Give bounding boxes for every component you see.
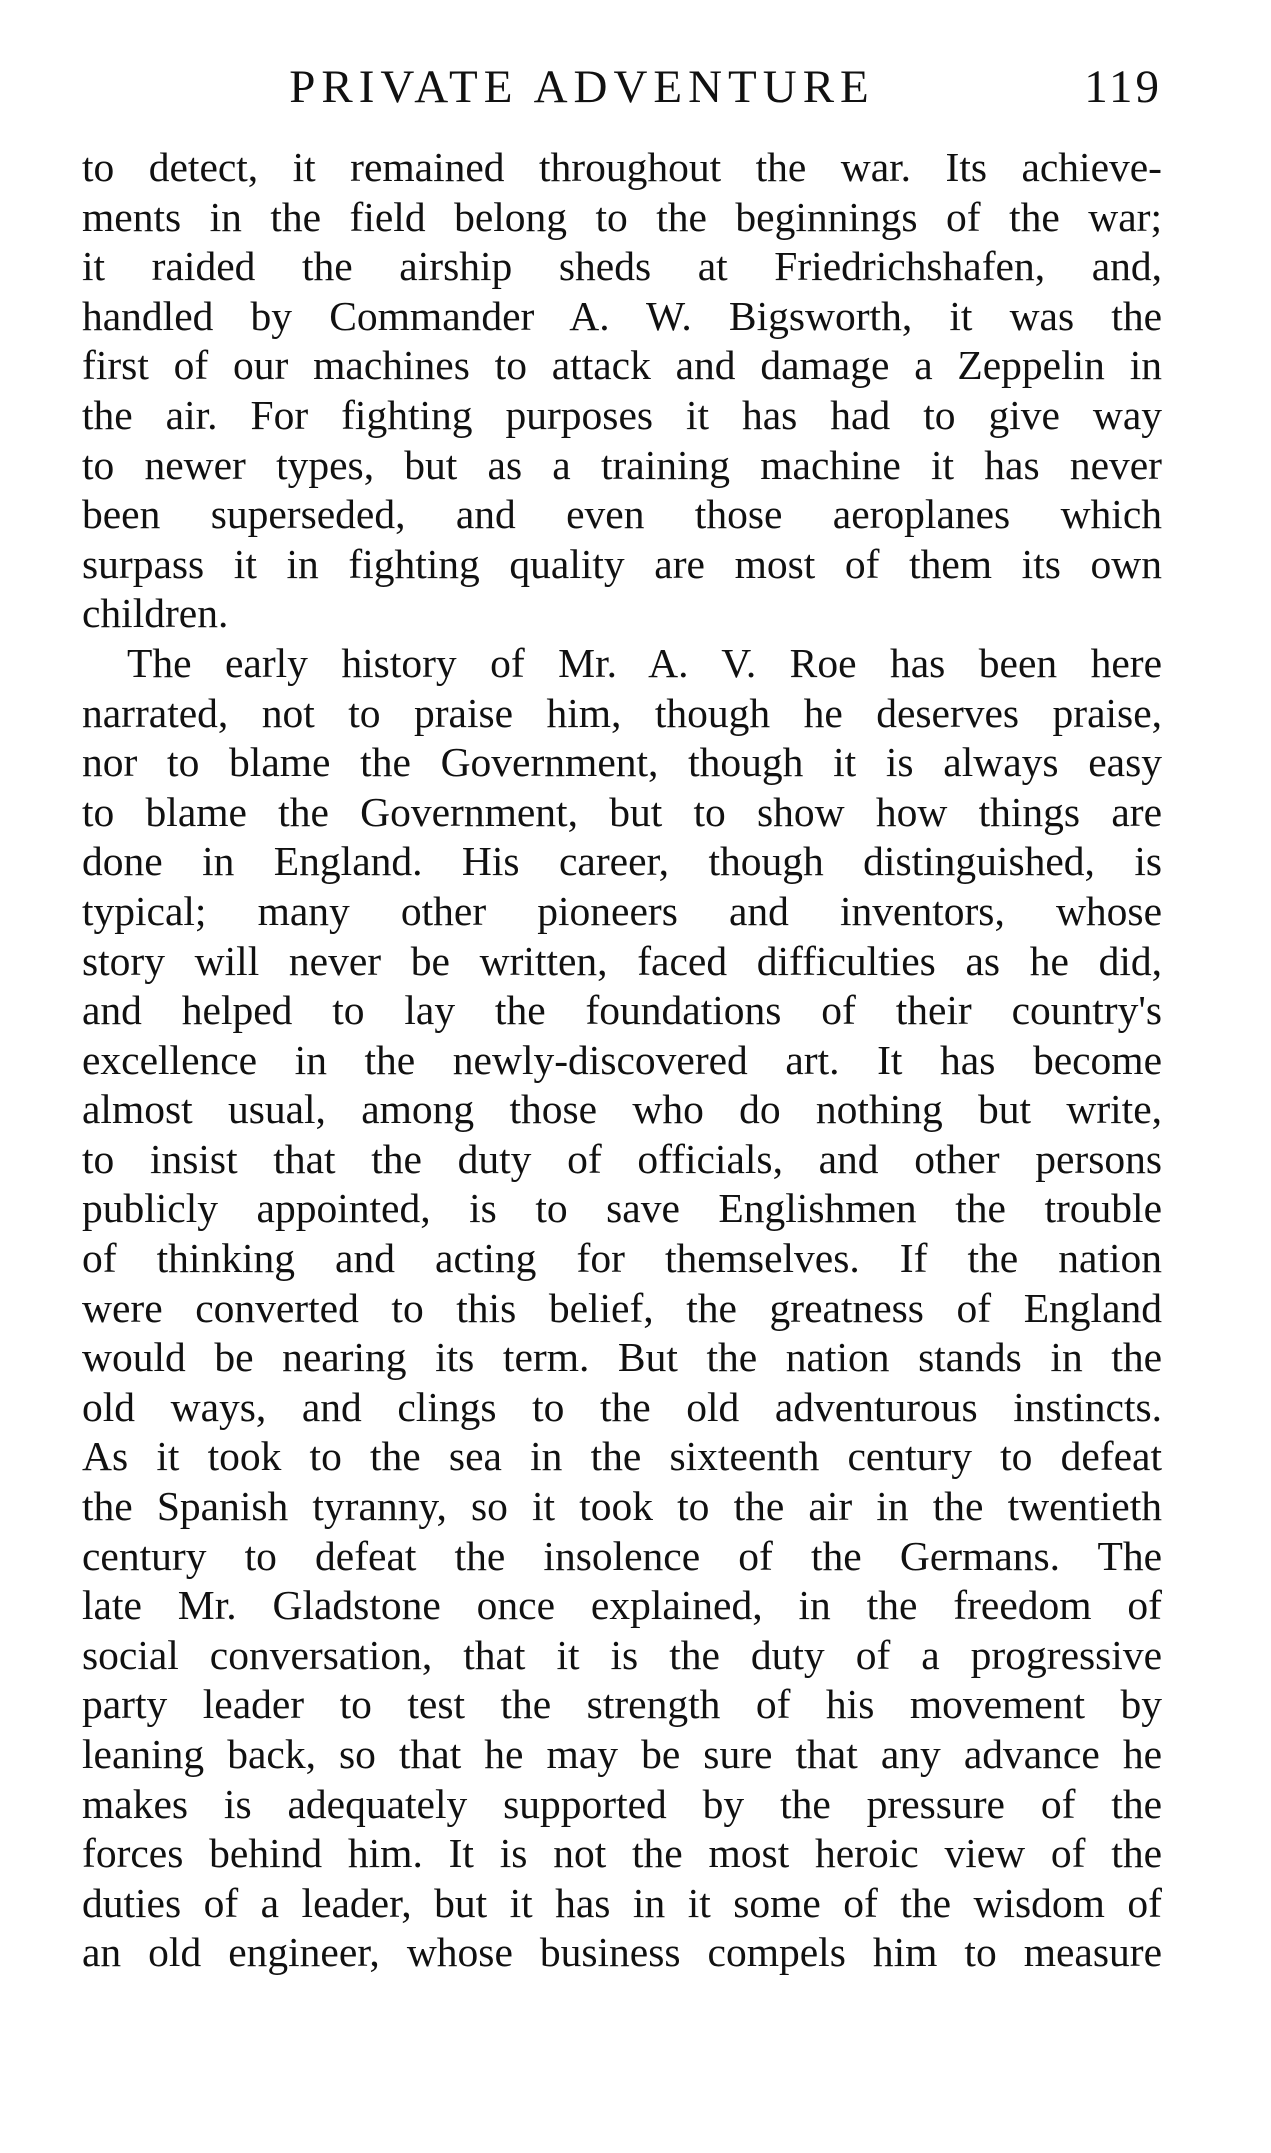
text-line: to blame the Government, but to show how things are <box>82 788 1162 835</box>
text-line: ments in the field belong to the beginnings of the war; <box>82 193 1162 240</box>
body-text <box>82 143 1162 1978</box>
running-title: PRIVATE ADVENTURE <box>289 61 875 113</box>
text-line: nor to blame the Government, though it is always easy <box>82 739 1162 786</box>
text-line: leaning back, so that he may be sure that any advance he <box>82 1731 1162 1777</box>
text-line: it raided the airship sheds at Friedrichshafen, and, <box>82 243 1162 290</box>
text-line: surpass it in fighting quality are most of them its own <box>82 540 1162 587</box>
text-line: story will never be written, faced difficulties as he did, <box>82 937 1162 984</box>
text-line: and helped to lay the foundations of their country's <box>82 987 1162 1034</box>
text-line: first of our machines to attack and damage a Zeppelin in <box>82 342 1162 389</box>
text-line: would be nearing its term. But the nation stands in the <box>82 1334 1162 1381</box>
text-line: done in England. His career, though distinguished, is <box>82 838 1162 885</box>
text-line: the Spanish tyranny, so it took to the air in the twentieth <box>82 1483 1162 1530</box>
text-line: publicly appointed, is to save Englishmen the trouble <box>82 1185 1162 1232</box>
text-line: duties of a leader, but it has in it some of the wisdom of <box>82 1879 1162 1926</box>
text-line: party leader to test the strength of his movement by <box>82 1681 1162 1728</box>
text-line: to insist that the duty of officials, and other persons <box>82 1135 1162 1182</box>
page-number: 119 <box>1084 61 1162 113</box>
text-line: the air. For fighting purposes it has had to give way <box>82 391 1162 438</box>
text-line: narrated, not to praise him, though he deserves praise, <box>82 689 1162 736</box>
text-line: almost usual, among those who do nothing but write, <box>82 1086 1162 1133</box>
text-line: forces behind him. It is not the most heroic view of the <box>82 1830 1162 1877</box>
text-line: The early history of Mr. A. V. Roe has been here <box>127 639 1162 686</box>
text-line: century to defeat the insolence of the Germans. The <box>82 1532 1162 1579</box>
text-line: late Mr. Gladstone once explained, in the freedom of <box>82 1582 1162 1629</box>
text-line: to detect, it remained throughout the war. Its achieve- <box>82 144 1162 190</box>
text-line: of thinking and acting for themselves. If the nation <box>82 1235 1162 1282</box>
text-line: an old engineer, whose business compels him to measure <box>82 1929 1162 1976</box>
text-line: makes is adequately supported by the pressure of the <box>82 1780 1162 1827</box>
text-line: typical; many other pioneers and inventors, whose <box>82 887 1162 934</box>
text-line: excellence in the newly-discovered art. It has become <box>82 1036 1162 1083</box>
text-line: to newer types, but as a training machine it has never <box>82 441 1162 488</box>
text-line: As it took to the sea in the sixteenth century to defeat <box>82 1433 1162 1480</box>
text-line: were converted to this belief, the greatness of England <box>82 1284 1162 1331</box>
text-line: social conversation, that it is the duty of a progressive <box>82 1631 1162 1678</box>
text-line: old ways, and clings to the old adventurous instincts. <box>82 1383 1162 1430</box>
text-line: handled by Commander A. W. Bigsworth, it was the <box>82 292 1162 339</box>
text-line: been superseded, and even those aeroplanes which <box>82 491 1162 538</box>
text-line: children. <box>82 590 229 637</box>
running-head <box>82 52 1162 122</box>
